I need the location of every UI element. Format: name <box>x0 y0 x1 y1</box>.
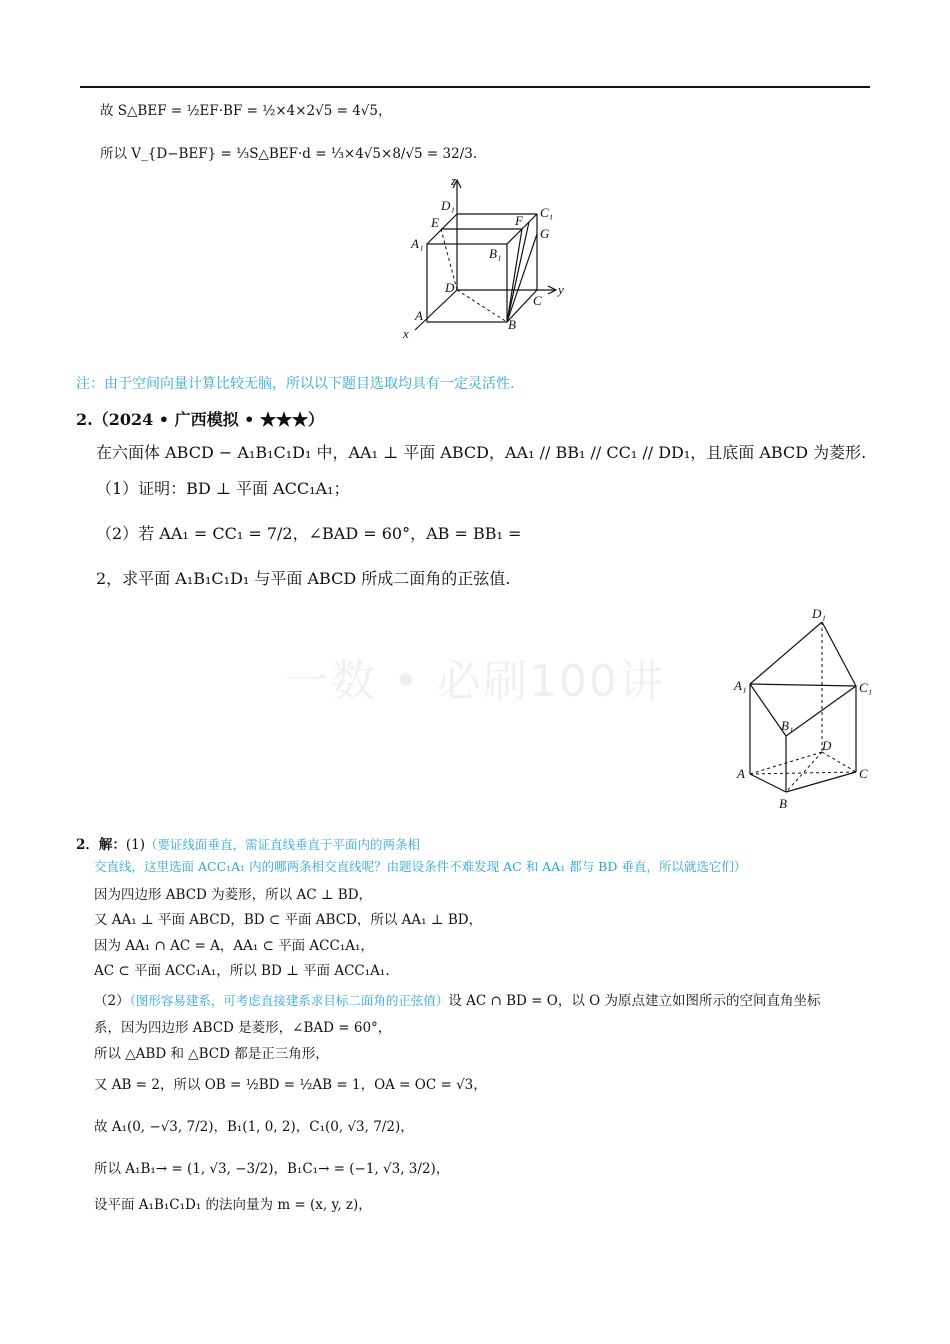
solution-head: 2．解： <box>76 837 126 853</box>
header-rule <box>80 86 870 88</box>
problem-part1: （1）证明：BD ⊥ 平面 ACC₁A₁； <box>96 479 350 498</box>
fig1-label-F: F <box>515 213 523 228</box>
solution-line-4: AC ⊂ 平面 ACC₁A₁，所以 BD ⊥ 平面 ACC₁A₁. <box>94 963 390 979</box>
fig2-label-A1: A₁ <box>734 678 747 693</box>
solution-hint2: （图形容易建系，可考虑直接建系求目标二面角的正弦值） <box>129 993 449 1008</box>
solution-line-10: 设平面 A₁B₁C₁D₁ 的法向量为 m = (x, y, z)， <box>94 1197 372 1213</box>
fig2-label-B1: B₁ <box>781 718 794 733</box>
volume-formula-line: 所以 V_{D−BEF} = ⅓S△BEF·d = ⅓×4√5×8/√5 = 32/3. <box>100 146 478 162</box>
solution-line-9: 所以 A₁B₁→ = (1, √3, −3/2)，B₁C₁→ = (−1, √3, 3/2)， <box>94 1161 450 1177</box>
fig1-label-E: E <box>431 215 439 230</box>
solution-line-7: 又 AB = 2，所以 OB = ½BD = ½AB = 1，OA = OC = √3， <box>94 1077 487 1093</box>
solution-line-8: 故 A₁(0, −√3, 7/2)，B₁(1, 0, 2)，C₁(0, √3, 7/2)， <box>94 1119 414 1135</box>
problem-number: 2. <box>76 410 93 429</box>
problem-part2b: 2，求平面 A₁B₁C₁D₁ 与平面 ABCD 所成二面角的正弦值. <box>96 569 511 588</box>
fig1-label-A1: A₁ <box>411 236 424 251</box>
fig1-label-C: C <box>533 293 542 308</box>
fig1-label-B: B <box>508 317 516 332</box>
solution-part2-label: （2） <box>94 993 130 1009</box>
solution-hint1a: （要证线面垂直，需证直线垂直于平面内的两条相 <box>145 837 421 852</box>
fig1-label-C1: C₁ <box>540 205 554 220</box>
area-formula-line: 故 S△BEF = ½EF·BF = ½×4×2√5 = 4√5， <box>100 103 392 119</box>
solution-part2-rest: 设 AC ∩ BD = O，以 O 为原点建立如图所示的空间直角坐标 <box>448 993 821 1009</box>
fig2-label-C: C <box>859 766 868 781</box>
solution-line-1: 因为四边形 ABCD 为菱形，所以 AC ⊥ BD， <box>94 887 373 903</box>
hexahedron-figure <box>730 602 880 812</box>
watermark: 一数 • 必刷100讲 <box>285 656 665 707</box>
fig1-label-x: x <box>403 326 409 341</box>
problem-stem: 在六面体 ABCD − A₁B₁C₁D₁ 中，AA₁ ⊥ 平面 ABCD，AA₁ // BB₁ // CC₁ // DD₁，且底面 ABCD 为菱形. <box>96 443 867 462</box>
solution-part2-line <box>94 993 820 1009</box>
cube-figure <box>395 172 585 344</box>
solution-line-5: 系，因为四边形 ABCD 是菱形，∠BAD = 60°， <box>94 1020 392 1036</box>
solution-hint1b: 交直线，这里选面 ACC₁A₁ 内的哪两条相交直线呢？由题设条件不难发现 AC 和 AA₁ 都与 BD 垂直，所以就选它们） <box>94 859 747 874</box>
problem-source: （2024 • 广西模拟 • ★★★） <box>92 410 324 429</box>
fig2-label-C1: C₁ <box>859 680 873 695</box>
note-line: 注：由于空间向量计算比较无脑，所以以下题目选取均具有一定灵活性. <box>76 376 515 392</box>
fig2-label-D1: D₁ <box>812 606 826 621</box>
fig1-label-D1: D₁ <box>441 198 455 213</box>
fig1-label-z: z <box>451 173 457 188</box>
fig1-label-y: y <box>558 282 564 297</box>
fig1-label-D: D <box>445 280 455 295</box>
solution-head-line <box>76 837 420 853</box>
problem-part2a: （2）若 AA₁ = CC₁ = 7/2，∠BAD = 60°，AB = BB₁ = <box>96 524 522 543</box>
solution-part1-label: (1) <box>125 837 146 853</box>
solution-line-6: 所以 △ABD 和 △BCD 都是正三角形， <box>94 1046 329 1062</box>
fig1-label-A: A <box>415 308 423 323</box>
solution-line-2: 又 AA₁ ⊥ 平面 ABCD，BD ⊂ 平面 ABCD，所以 AA₁ ⊥ BD， <box>94 912 483 928</box>
solution-line-3: 因为 AA₁ ∩ AC = A，AA₁ ⊂ 平面 ACC₁A₁， <box>94 938 374 954</box>
fig2-label-D: D <box>822 738 832 753</box>
fig1-label-G: G <box>540 226 550 241</box>
fig2-label-B: B <box>779 796 787 811</box>
fig2-label-A: A <box>737 766 745 781</box>
fig1-label-B1: B₁ <box>489 246 502 261</box>
problem-header <box>76 410 324 429</box>
